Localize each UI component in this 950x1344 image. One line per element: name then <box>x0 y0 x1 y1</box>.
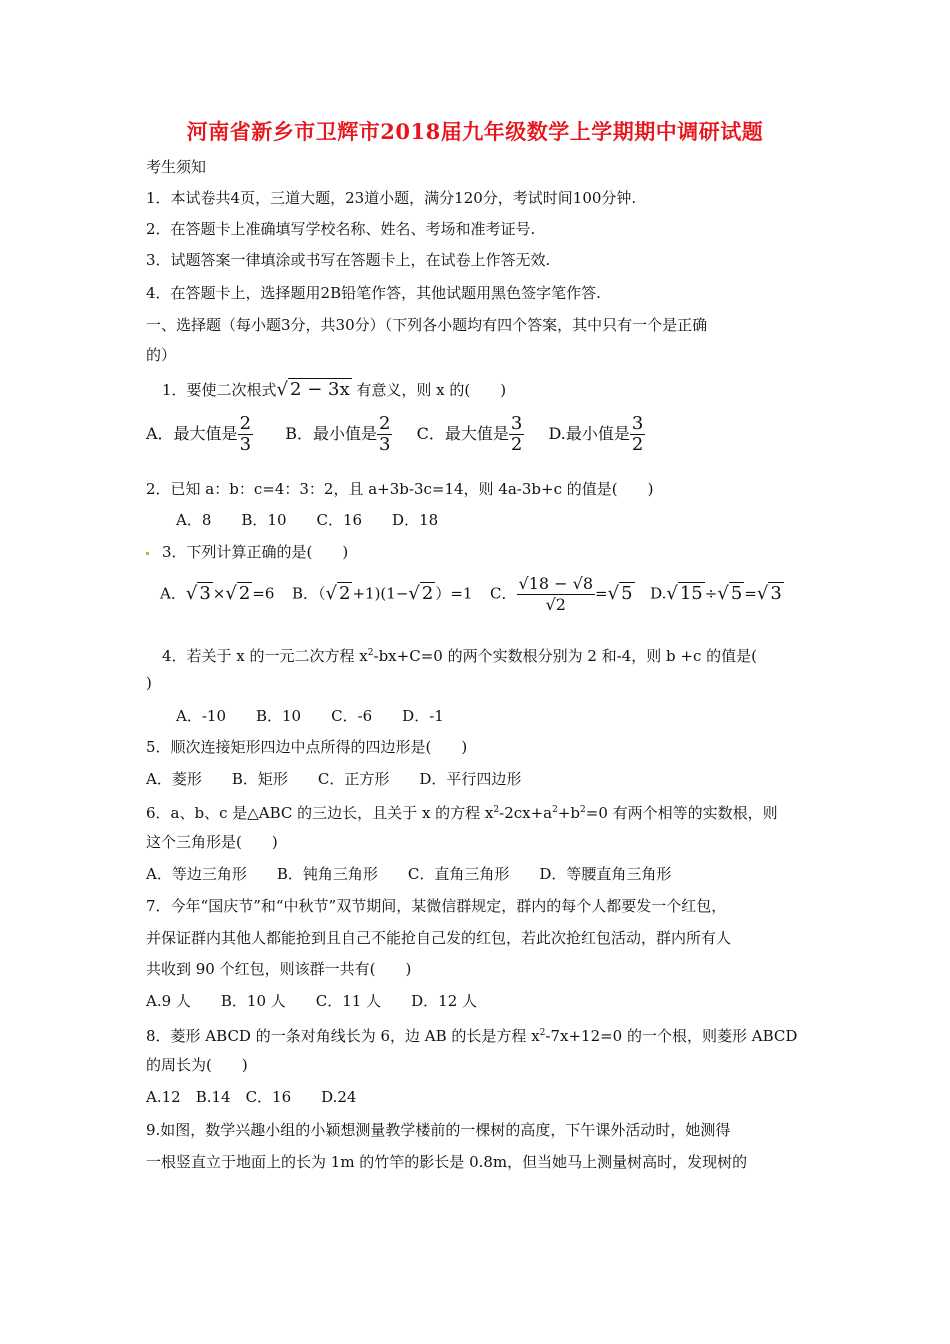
question-9-line-1: 9.如图，数学兴趣小组的小颖想测量教学楼前的一棵树的高度，下午课外活动时，她测得 <box>146 1121 731 1139</box>
question-2-stem: 2．已知 a：b：c=4：3：2，且 a+3b-3c=14，则 4a-3b+c 的值是( ) <box>146 480 654 498</box>
question-3-stem: 3．下列计算正确的是( ) <box>162 543 349 561</box>
sqrt-expression: √ 2 − 3x <box>276 379 350 400</box>
question-4-stem-cont: ) <box>146 674 152 692</box>
question-7-line-1: 7．今年“国庆节”和“中秋节”双节期间，某微信群规定，群内的每个人都要发一个红包， <box>146 897 727 915</box>
question-5-options: A．菱形 B．矩形 C．正方形 D．平行四边形 <box>146 770 522 788</box>
stray-mark <box>146 552 149 555</box>
notice-item-4: 4．在答题卡上，选择题用2B铅笔作答，其他试题用黑色签字笔作答. <box>146 284 601 302</box>
fraction: $\frac{3}{2}$ <box>631 413 644 455</box>
question-8-line-2: 的周长为( ) <box>146 1056 248 1074</box>
question-2-options: A．8 B．10 C．16 D．18 <box>176 511 439 529</box>
sqrt-expression: √ 5 <box>717 582 743 604</box>
question-1-stem: 1．要使二次根式√ 2 − 3x 有意义，则 x 的( ) <box>162 379 507 400</box>
fraction: $\frac{√18 - √8}{√2}$ <box>518 574 594 614</box>
fraction: $\frac{2}{3}$ <box>378 413 391 455</box>
sqrt-expression: √ 3 <box>185 582 211 604</box>
sqrt-expression: √ 5 <box>607 582 633 604</box>
question-7-line-2: 并保证群内其他人都能抢到且自己不能抢自己发的红包，若此次抢红包活动，群内所有人 <box>146 929 732 947</box>
sqrt-expression: √ 3 <box>756 582 782 604</box>
question-7-options: A.9 人 B．10 人 C．11 人 D．12 人 <box>146 992 478 1010</box>
question-1-options: A．最大值是 $\frac{2}{3}$ B．最小值是 $\frac{2}{3}$ C．最大值是 $\frac{3}{2}$ D.最小值是 $\frac{3}{2}$ <box>146 413 644 455</box>
question-7-line-3: 共收到 90 个红包，则该群一共有( ) <box>146 960 412 978</box>
question-8-line-1: 8．菱形 ABCD 的一条对角线长为 6，边 AB 的长是方程 $x^2-7x+12=0$ 的一个根，则菱形 ABCD <box>146 1027 798 1045</box>
notice-heading: 考生须知 <box>146 158 207 176</box>
section1-heading: 一、选择题（每小题3分，共30分）（下列各小题均有四个答案，其中只有一个是正确 <box>146 316 708 334</box>
question-6-options: A．等边三角形 B．钝角三角形 C．直角三角形 D．等腰直角三角形 <box>146 865 672 883</box>
question-6-stem-cont: 这个三角形是( ) <box>146 833 278 851</box>
question-5-stem: 5．顺次连接矩形四边中点所得的四边形是( ) <box>146 738 468 756</box>
fraction: $\frac{3}{2}$ <box>510 413 523 455</box>
question-9-line-2: 一根竖直立于地面上的长为 1m 的竹竿的影长是 0.8m，但当她马上测量树高时，发现树的 <box>146 1153 748 1171</box>
question-4-options: A．-10 B．10 C．-6 D．-1 <box>176 707 444 725</box>
section1-heading-cont: 的） <box>146 346 177 364</box>
sqrt-expression: √ 2 <box>408 582 434 604</box>
notice-item-3: 3．试题答案一律填涂或书写在答题卡上，在试卷上作答无效. <box>146 251 551 269</box>
sqrt-expression: √ 2 <box>225 582 251 604</box>
notice-item-1: 1．本试卷共4页，三道大题，23道小题，满分120分，考试时间100分钟. <box>146 189 637 207</box>
question-6-stem: 6．a、b、c 是△ABC 的三边长，且关于 x 的方程 $x^2-2cx+a^2+b^2=0$ 有两个相等的实数根，则 <box>146 804 778 822</box>
notice-item-2: 2．在答题卡上准确填写学校名称、姓名、考场和准考证号. <box>146 220 536 238</box>
question-3-options: A．√ 3 ×√ 2 =6 B．（√ 2 +1)(1−√ 2 ）=1 C． $\frac{√18 - √8}{√2}$ =√ 5 D.√ 15 ÷√ 5 =√ 3 <box>160 574 782 614</box>
sqrt-expression: √ 2 <box>325 582 351 604</box>
sqrt-expression: √ 15 <box>666 582 703 604</box>
question-8-options: A.12 B.14 C．16 D.24 <box>146 1088 357 1106</box>
fraction: $\frac{2}{3}$ <box>239 413 252 455</box>
page-title: 河南省新乡市卫辉市2018届九年级数学上学期期中调研试题 <box>186 119 764 144</box>
question-4-stem: 4．若关于 x 的一元二次方程 $x^2-bx+C=0$ 的两个实数根分别为 2 和-4，则 b +c 的值是( <box>162 647 757 665</box>
